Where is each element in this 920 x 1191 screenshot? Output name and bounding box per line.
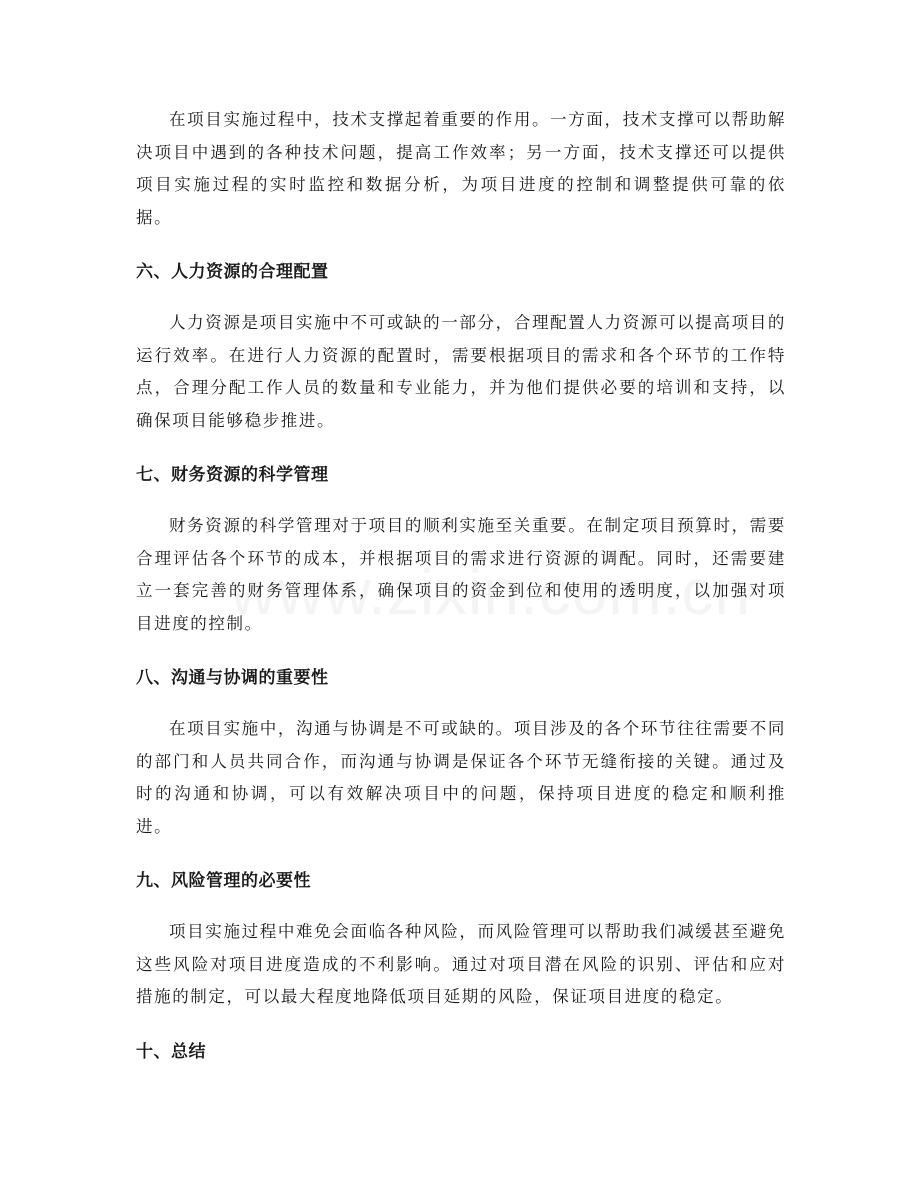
heading-risk-management: 九、风险管理的必要性	[136, 871, 311, 891]
heading-communication: 八、沟通与协调的重要性	[136, 668, 329, 688]
paragraph-human-resources: 人力资源是项目实施中不可或缺的一部分，合理配置人力资源可以提高项目的运行效率。在进行人力资源的配置时，需要根据项目的需求和各个环节的工作特点，合理分配工作人员的数量和专业能力，并为他们提供必要的培训和支持，以确保项目能够稳步推进。	[136, 313, 786, 430]
paragraph-technical-support: 在项目实施过程中，技术支撑起着重要的作用。一方面，技术支撑可以帮助解决项目中遇到的各种技术问题，提高工作效率；另一方面，技术支撑还可以提供项目实施过程的实时监控和数据分析，为项目进度的控制和调整提供可靠的依据。	[136, 110, 786, 227]
heading-summary: 十、总结	[136, 1041, 206, 1062]
heading-financial-resources: 七、财务资源的科学管理	[136, 465, 329, 485]
heading-human-resources: 六、人力资源的合理配置	[136, 262, 329, 282]
paragraph-risk-management: 项目实施过程中难免会面临各种风险，而风险管理可以帮助我们减缓甚至避免这些风险对项目进度造成的不利影响。通过对项目潜在风险的识别、评估和应对措施的制定，可以最大程度地降低项目延期的风险，保证项目进度的稳定。	[136, 922, 786, 1006]
paragraph-financial-resources: 财务资源的科学管理对于项目的顺利实施至关重要。在制定项目预算时，需要合理评估各个环节的成本，并根据项目的需求进行资源的调配。同时，还需要建立一套完善的财务管理体系，确保项目的资金到位和使用的透明度，以加强对项目进度的控制。	[136, 516, 786, 633]
document-body	[136, 104, 786, 1066]
paragraph-communication: 在项目实施中，沟通与协调是不可或缺的。项目涉及的各个环节往往需要不同的部门和人员共同合作，而沟通与协调是保证各个环节无缝衔接的关键。通过及时的沟通和协调，可以有效解决项目中的问题，保持项目进度的稳定和顺利推进。	[136, 719, 786, 836]
